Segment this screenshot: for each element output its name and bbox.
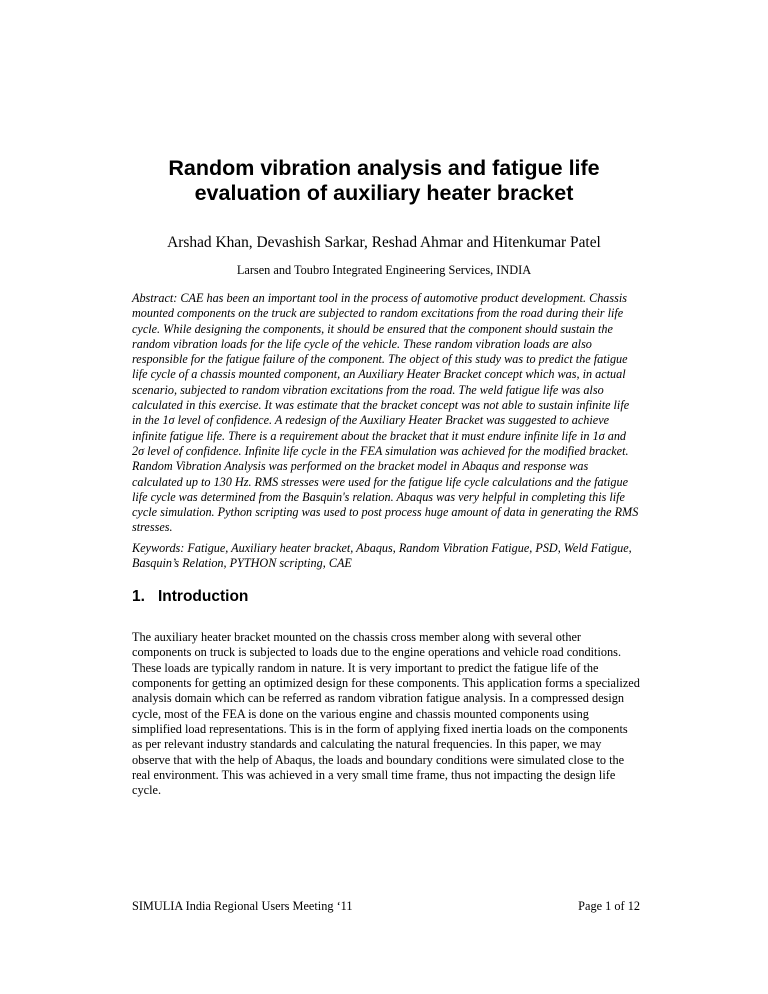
section-number: 1.	[132, 588, 145, 605]
page-footer	[132, 899, 640, 914]
section-heading-introduction	[132, 588, 248, 606]
abstract-paragraph: Abstract: CAE has been an important tool in the process of automotive product development. Chassis mounted components on the truck are subjected to random excitations from the road during their life cycle. While designing the components, it should be ensured that the component should sustain the random vibration loads for the life cycle of the vehicle. These random vibration loads are also responsible for the fatigue failure of the component. The object of this study was to predict the fatigue life cycle of a chassis mounted component, an Auxiliary Heater Bracket concept which was, in actual scenario, subjected to random vibration excitations from the road. The weld fatigue life was also calculated in this exercise. It was estimate that the bracket concept was not able to sustain infinite life in the 1σ level of confidence. A redesign of the Auxiliary Heater Bracket was suggested to achieve infinite fatigue life. There is a requirement about the bracket that it must endure infinite life in 1σ and 2σ level of confidence. Infinite life cycle in the FEA simulation was achieved for the modified bracket. Random Vibration Analysis was performed on the bracket model in Abaqus and response was calculated up to 130 Hz. RMS stresses were used for the fatigue life cycle calculations and the fatigue life cycle was determined from the Basquin's relation. Abaqus was very helpful in completing this life cycle simulation. Python scripting was used to post process huge amount of data in generating the RMS stresses.	[132, 291, 639, 535]
section-title: Introduction	[158, 588, 249, 605]
paper-title: Random vibration analysis and fatigue life evaluation of auxiliary heater bracket	[168, 156, 600, 205]
author-affiliation: Larsen and Toubro Integrated Engineering Services, INDIA	[236, 263, 532, 277]
introduction-paragraph: The auxiliary heater bracket mounted on the chassis cross member along with several other components on truck is subjected to loads due to the engine operations and vehicle road conditions. These loads are typically random in nature. It is very important to predict the fatigue life of the components for getting an optimized design for these components. This application forms a specialized analysis domain which can be referred as random vibration fatigue analysis. In a compressed design cycle, most of the FEA is done on the various engine and chassis mounted components using simplified load representations. This is in the form of applying fixed inertia loads on the components as per relevant industry standards and calculating the natural frequencies. In this paper, we may observe that with the help of Abaqus, the loads and boundary conditions were simulated close to the real environment. This was achieved in a very small time frame, thus not impacting the design life cycle.	[132, 630, 640, 798]
footer-page-number: Page 1 of 12	[578, 899, 640, 913]
keywords-paragraph: Keywords: Fatigue, Auxiliary heater bracket, Abaqus, Random Vibration Fatigue, PSD, Weld Fatigue, Basquin’s Relation, PYTHON scripting, CAE	[132, 541, 632, 571]
footer-conference: SIMULIA India Regional Users Meeting ‘11	[132, 899, 353, 913]
author-list: Arshad Khan, Devashish Sarkar, Reshad Ahmar and Hitenkumar Patel	[167, 234, 601, 251]
